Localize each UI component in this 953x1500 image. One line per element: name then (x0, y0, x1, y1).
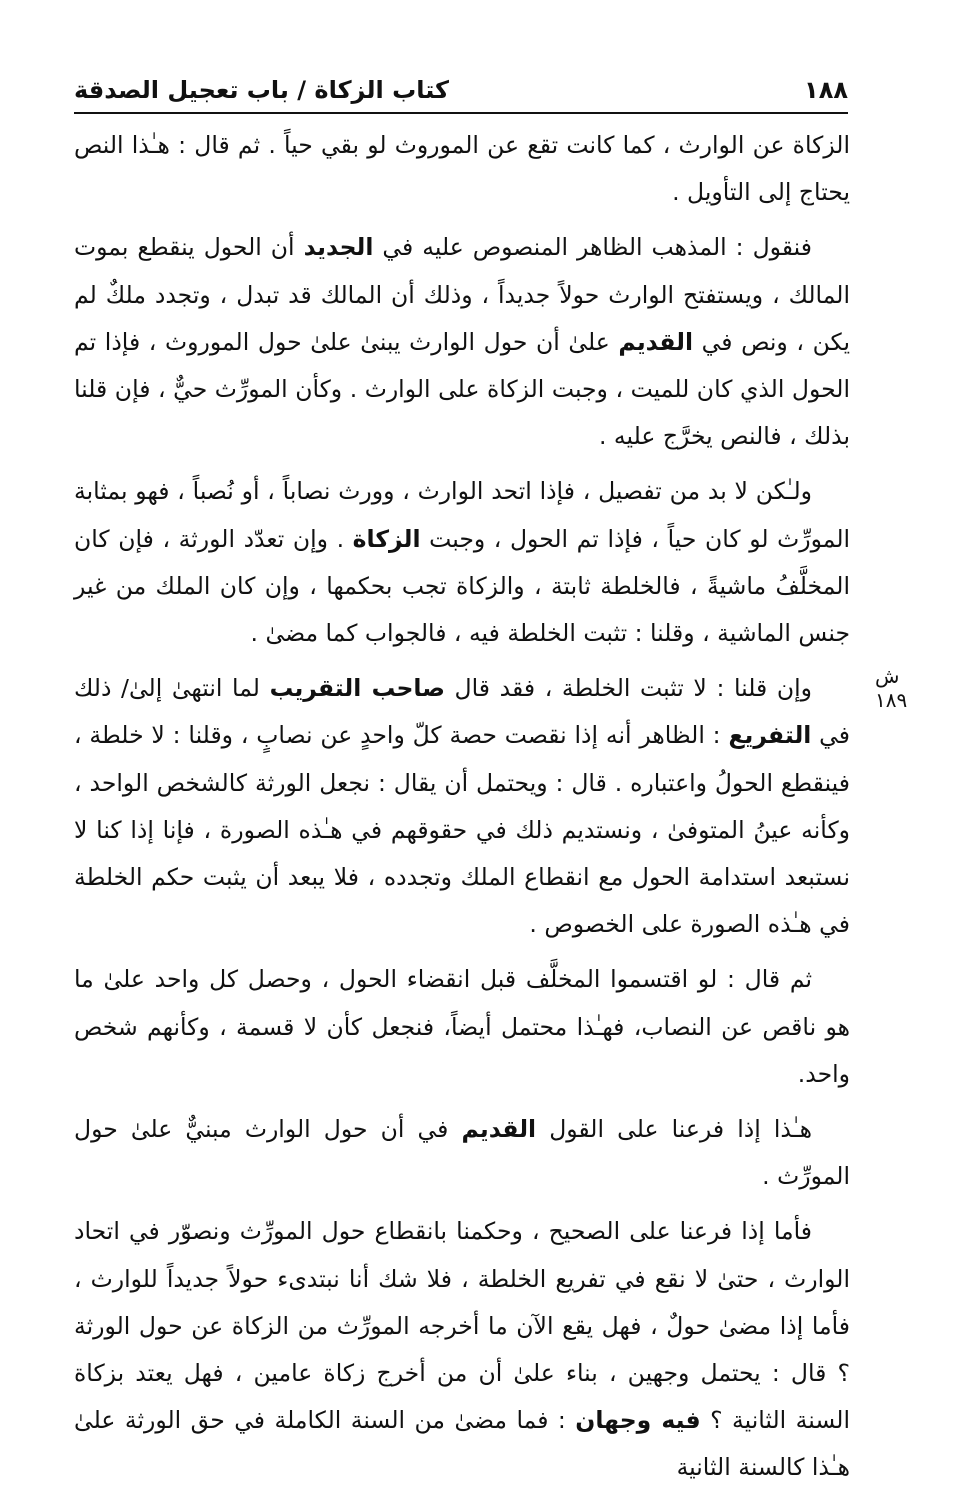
paragraph-4 (74, 665, 850, 948)
term-jadid: الجديد (303, 233, 374, 262)
paragraph-3-text-c: . وإن تعدّد الورثة ، فإن كان المخلَّفُ ماشيةً ، فالخلطة ثابتة ، والزكاة تجب بحكمها ، وإن كان الملك من غير جنس الماشية ، وقلنا : تثبت الخلطة فيه ، فالجواب كما مضىٰ . (74, 524, 850, 648)
paragraph-4-text-c: لما انتهىٰ إلىٰ/ ذلك في (74, 674, 850, 750)
paragraph-1: الزكاة عن الوارث ، كما كانت تقع عن الموروث لو بقي حياً . ثم قال : هـٰذا النص يحتاج إلى التأويل . (74, 131, 850, 207)
paragraph-7-text-c: : فما مضىٰ من السنة الكاملة في حق الورثة علىٰ هـٰذا كالسنة الثانية (74, 1406, 850, 1482)
paragraph-2-text-a: فنقول : المذهب الظاهر المنصوص عليه في (373, 233, 813, 262)
paragraph-3 (74, 468, 850, 657)
paragraph-6-text-a: هـٰذا إذا فرعنا على القول (536, 1115, 812, 1144)
paragraph-4-text-e: : الظاهر أنه إذا نقصت حصة كلّ واحدٍ عن نصابٍ ، وقلنا : لا خلطة ، فينقطع الحولُ واعتباره . قال : ويحتمل أن يقال : نجعل الورثة كالشخص الواحد ، وكأنه عينُ المتوفىٰ ، ونستديم ذلك في حقوقهم في هـٰذه الصورة ، فإنا إذا كنا لا نستبعد استدامة الحول مع انقطاع الملك وتجدده ، فلا يبعد أن يثبت حكم الخلطة في هـٰذه الصورة على الخصوص . (74, 721, 850, 939)
term-zakat: الزكاة (352, 524, 421, 553)
term-fihi-wajhan: فيه وجهان (575, 1406, 701, 1435)
term-qadim: القديم (618, 327, 694, 356)
paragraph-7-text-a: فأما إذا فرعنا على الصحيح ، وحكمنا بانقطاع حول المورِّث ونصوّر في اتحاد الوارث ، حتىٰ لا نقع في تفريع الخلطة ، فلا شك أنا نبتدىء حولاً جديداً للوارث ، فأما إذا مضىٰ حولٌ ، فهل يقع الآن ما أخرجه المورِّث من الزكاة عن حول الورثة ؟ قال : يحتمل وجهين ، بناء علىٰ أن من أخرج زكاة عامين ، فهل يعتد بزكاة السنة الثانية ؟ (74, 1217, 850, 1435)
body-text (74, 122, 850, 1500)
running-title: كتاب الزكاة / باب تعجيل الصدقة (74, 76, 457, 104)
term-tafri: التفريع (728, 721, 812, 750)
term-qadim-2: القديم (461, 1115, 537, 1144)
margin-page-reference: ش ١٨٩ (875, 664, 908, 712)
page-number: ١٨٨ (804, 76, 848, 104)
paragraph-2 (74, 224, 850, 460)
paragraph-6 (74, 1106, 850, 1200)
paragraph-5: ثم قال : لو اقتسموا المخلَّف قبل انقضاء الحول ، وحصل كل واحد علىٰ ما هو ناقص عن النصاب، فهـٰذا محتمل أيضاً، فنجعل كأن لا قسمة ، وكأنهم شخص واحد. (74, 965, 850, 1088)
running-header (74, 74, 848, 114)
paragraph-3-text-a: ولـٰكن لا بد من تفصيل ، فإذا اتحد الوارث ، وورث نصاباً ، أو نُصباً ، فهو بمثابة المورِّث لو كان حياً ، فإذا تم الحول ، وجبت (74, 477, 851, 553)
paragraph-7 (74, 1208, 850, 1491)
paragraph-6-text-c: في أن حول الوارث مبنيٌّ علىٰ حول المورِّث . (74, 1115, 850, 1191)
paragraph-2-text-e: علىٰ أن حول الوارث يبنىٰ علىٰ حول الموروث ، فإذا تم الحول الذي كان للميت ، وجبت الزكاة على الوارث . وكأن المورِّث حيٌّ ، فإن قلنا بذلك ، فالنص يخرَّج عليه . (74, 327, 850, 451)
term-sahib-al-taqrib: صاحب التقريب (269, 674, 445, 703)
paragraph-4-text-a: وإن قلنا : لا تثبت الخلطة ، فقد قال (444, 674, 812, 703)
paragraph-2-text-c: أن الحول ينقطع بموت المالك ، ويستفتح الوارث حولاً جديداً ، وذلك أن المالك قد تبدل ، وتجدد ملكٌ لم يكن ، ونص في (74, 233, 851, 356)
